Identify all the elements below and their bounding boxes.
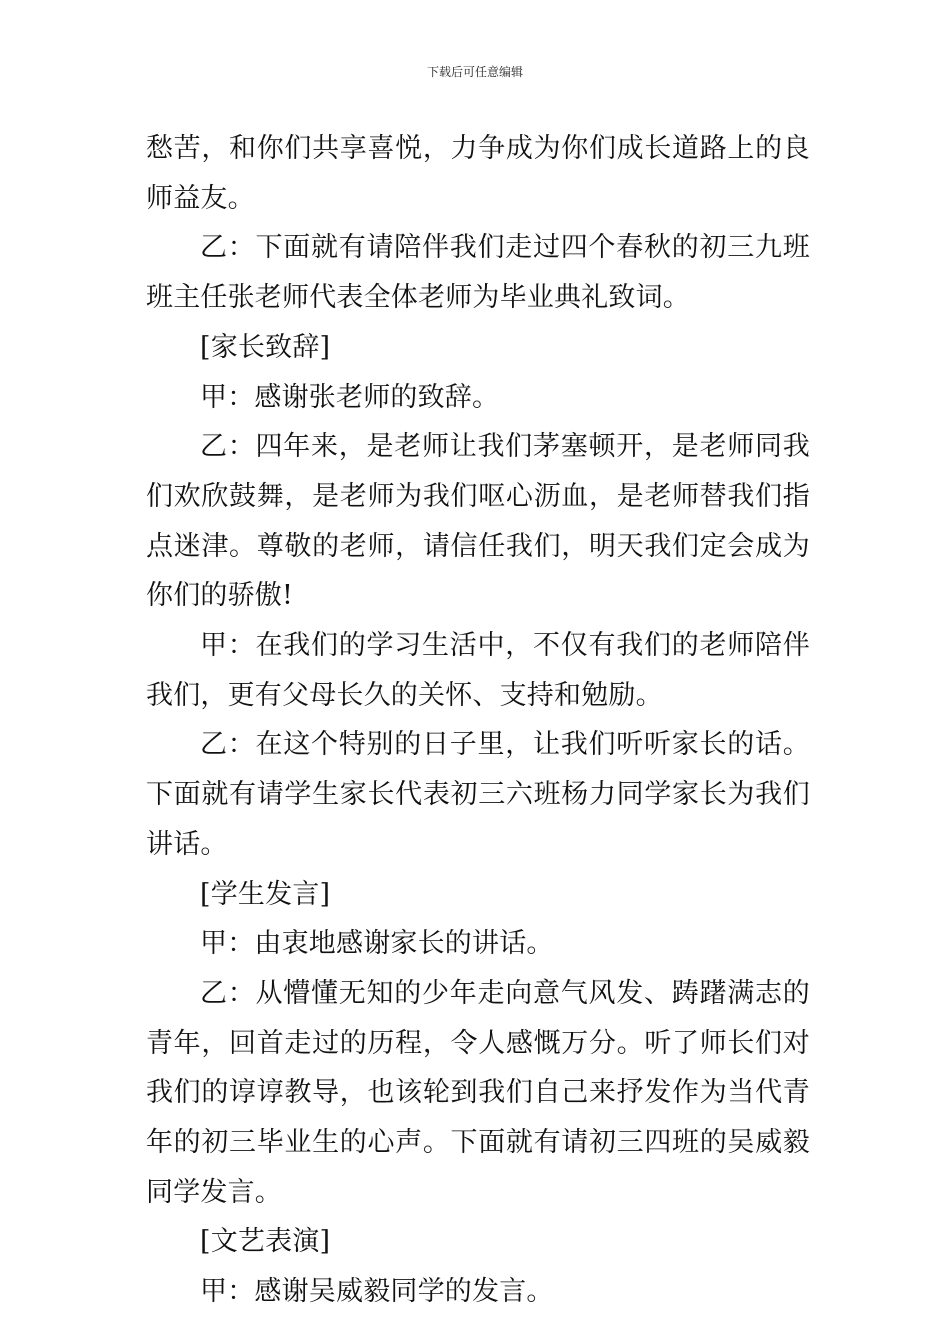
section-heading: [家长致辞]: [200, 331, 331, 363]
paragraph: 愁苦，和你们共享喜悦，力争成为你们成长道路上的良师益友。: [146, 133, 810, 214]
section-heading: [学生发言]: [200, 878, 331, 910]
paragraph: 甲：感谢吴威毅同学的发言。: [200, 1276, 554, 1308]
page-header: 下载后可任意编辑: [426, 65, 523, 79]
paragraph: 甲：在我们的学习生活中，不仅有我们的老师陪伴我们，更有父母长久的关怀、支持和勉励。: [146, 630, 810, 711]
paragraph: 乙：在这个特别的日子里，让我们听听家长的话。下面就有请学生家长代表初三六班杨力同学家长为我们讲话。: [146, 729, 810, 860]
document-body: [146, 124, 810, 1317]
paragraph: 乙：下面就有请陪伴我们走过四个春秋的初三九班班主任张老师代表全体老师为毕业典礼致词。: [146, 232, 810, 314]
paragraph: 乙：四年来，是老师让我们茅塞顿开，是老师同我们欢欣鼓舞，是老师为我们呕心沥血，是老师替我们指点迷津。尊敬的老师，请信任我们，明天我们定会成为你们的骄傲!: [146, 431, 810, 612]
section-heading: [文艺表演]: [200, 1226, 331, 1258]
paragraph: 乙：从懵懂无知的少年走向意气风发、踌躇满志的青年，回首走过的历程，令人感慨万分。听了师长们对我们的谆谆教导，也该轮到我们自己来抒发作为当代青年的初三毕业生的心声。下面就有请初三四班的吴威毅同学发言。: [146, 977, 810, 1208]
paragraph: 甲：由衷地感谢家长的讲话。: [200, 928, 554, 960]
paragraph: 甲：感谢张老师的致辞。: [200, 381, 500, 413]
